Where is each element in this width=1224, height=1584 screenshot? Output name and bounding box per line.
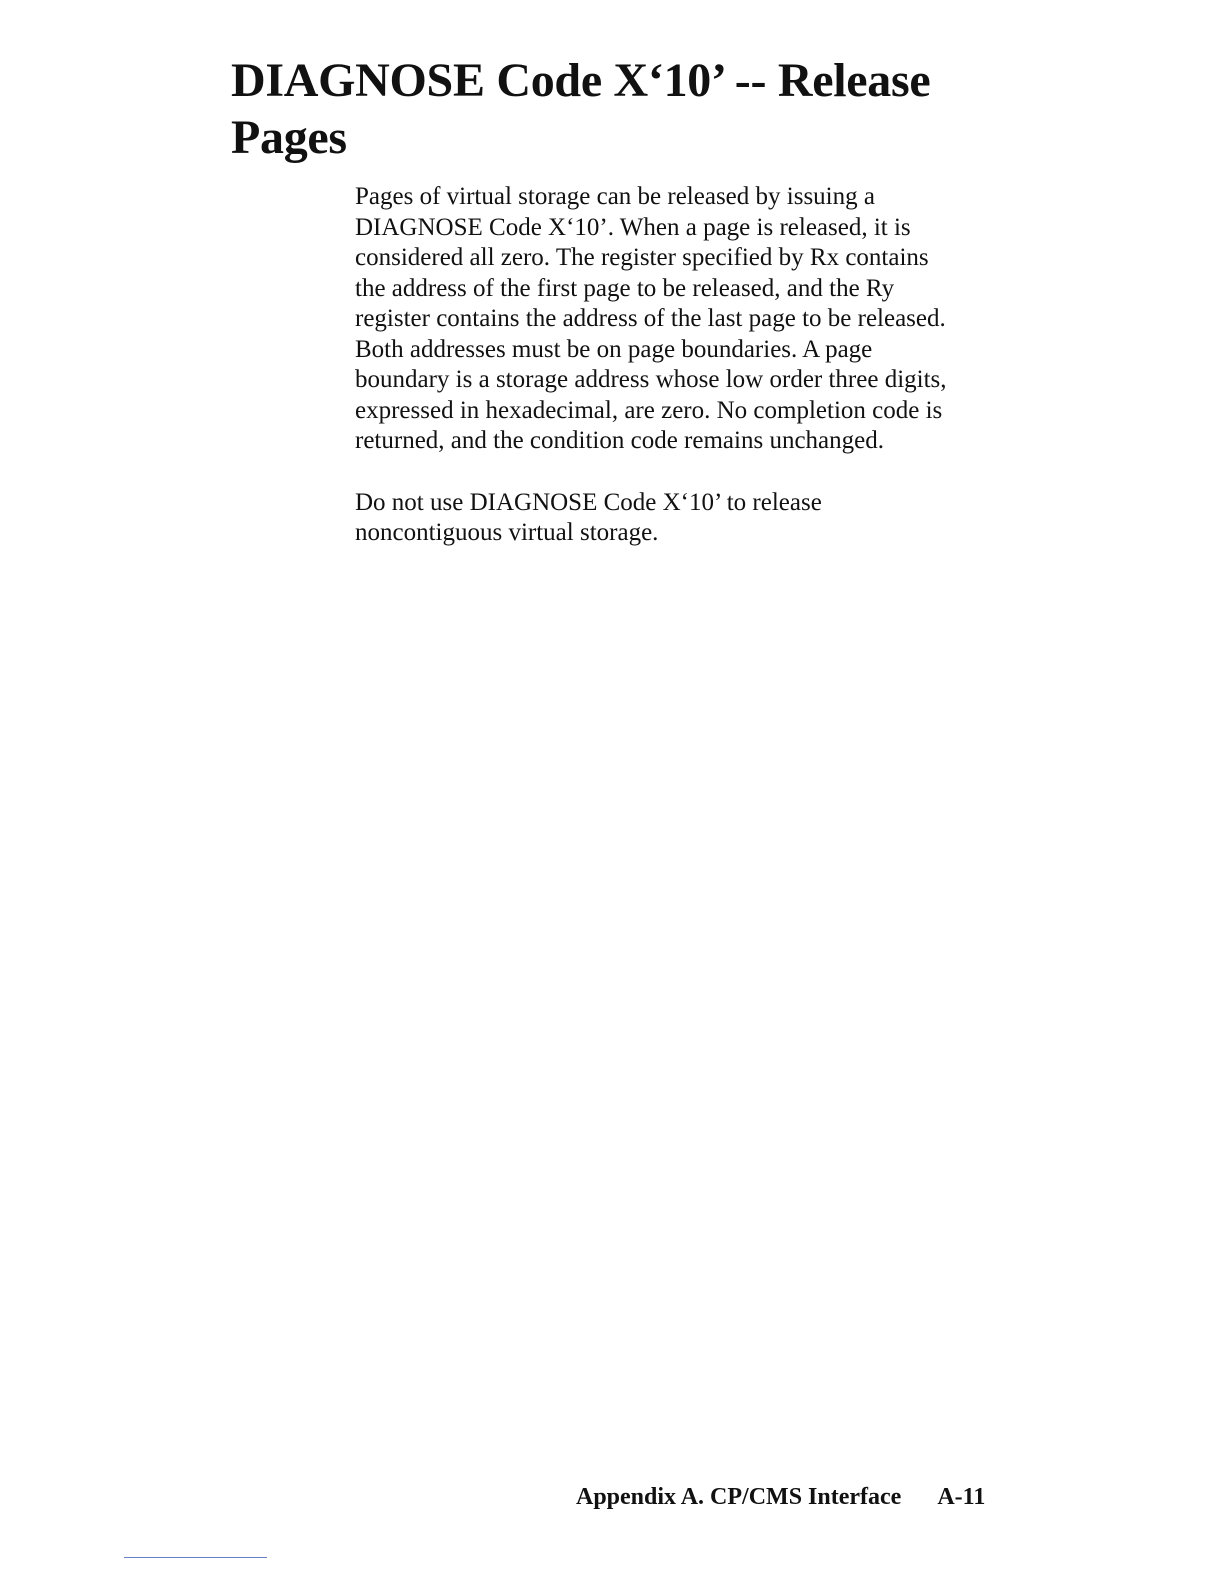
text-line: returned, and the condition code remains unchanged. xyxy=(355,427,884,454)
text-line: boundary is a storage address whose low order three digits, xyxy=(355,366,947,393)
page-title-line-2: Pages xyxy=(231,111,347,164)
page-title-line-1: DIAGNOSE Code X‘10’ -- Release xyxy=(231,54,931,107)
text-line: noncontiguous virtual storage. xyxy=(355,519,659,546)
body-text xyxy=(355,182,1035,549)
page-title xyxy=(231,52,1131,166)
text-line: register contains the address of the last page to be released. xyxy=(355,305,946,332)
footer-section-title: Appendix A. CP/CMS Interface xyxy=(576,1484,902,1510)
text-line: the address of the first page to be released, and the Ry xyxy=(355,274,895,302)
text-line: DIAGNOSE Code X‘10’. When a page is released, it is xyxy=(355,213,911,241)
text-line: considered all zero. The register specified by Rx contains xyxy=(355,244,929,271)
text-line: Pages of virtual storage can be released by issuing a xyxy=(355,183,875,210)
text-line: Both addresses must be on page boundaries. A page xyxy=(355,335,873,363)
text-line: Do not use DIAGNOSE Code X‘10’ to release xyxy=(355,488,822,516)
page-footer xyxy=(576,1481,985,1513)
paragraph-release-pages xyxy=(355,182,1035,457)
footnote-divider xyxy=(124,1557,267,1558)
text-line: expressed in hexadecimal, are zero. No completion code is xyxy=(355,396,943,424)
footer-page-number: A-11 xyxy=(937,1484,986,1510)
paragraph-noncontiguous-warning xyxy=(355,488,1035,549)
